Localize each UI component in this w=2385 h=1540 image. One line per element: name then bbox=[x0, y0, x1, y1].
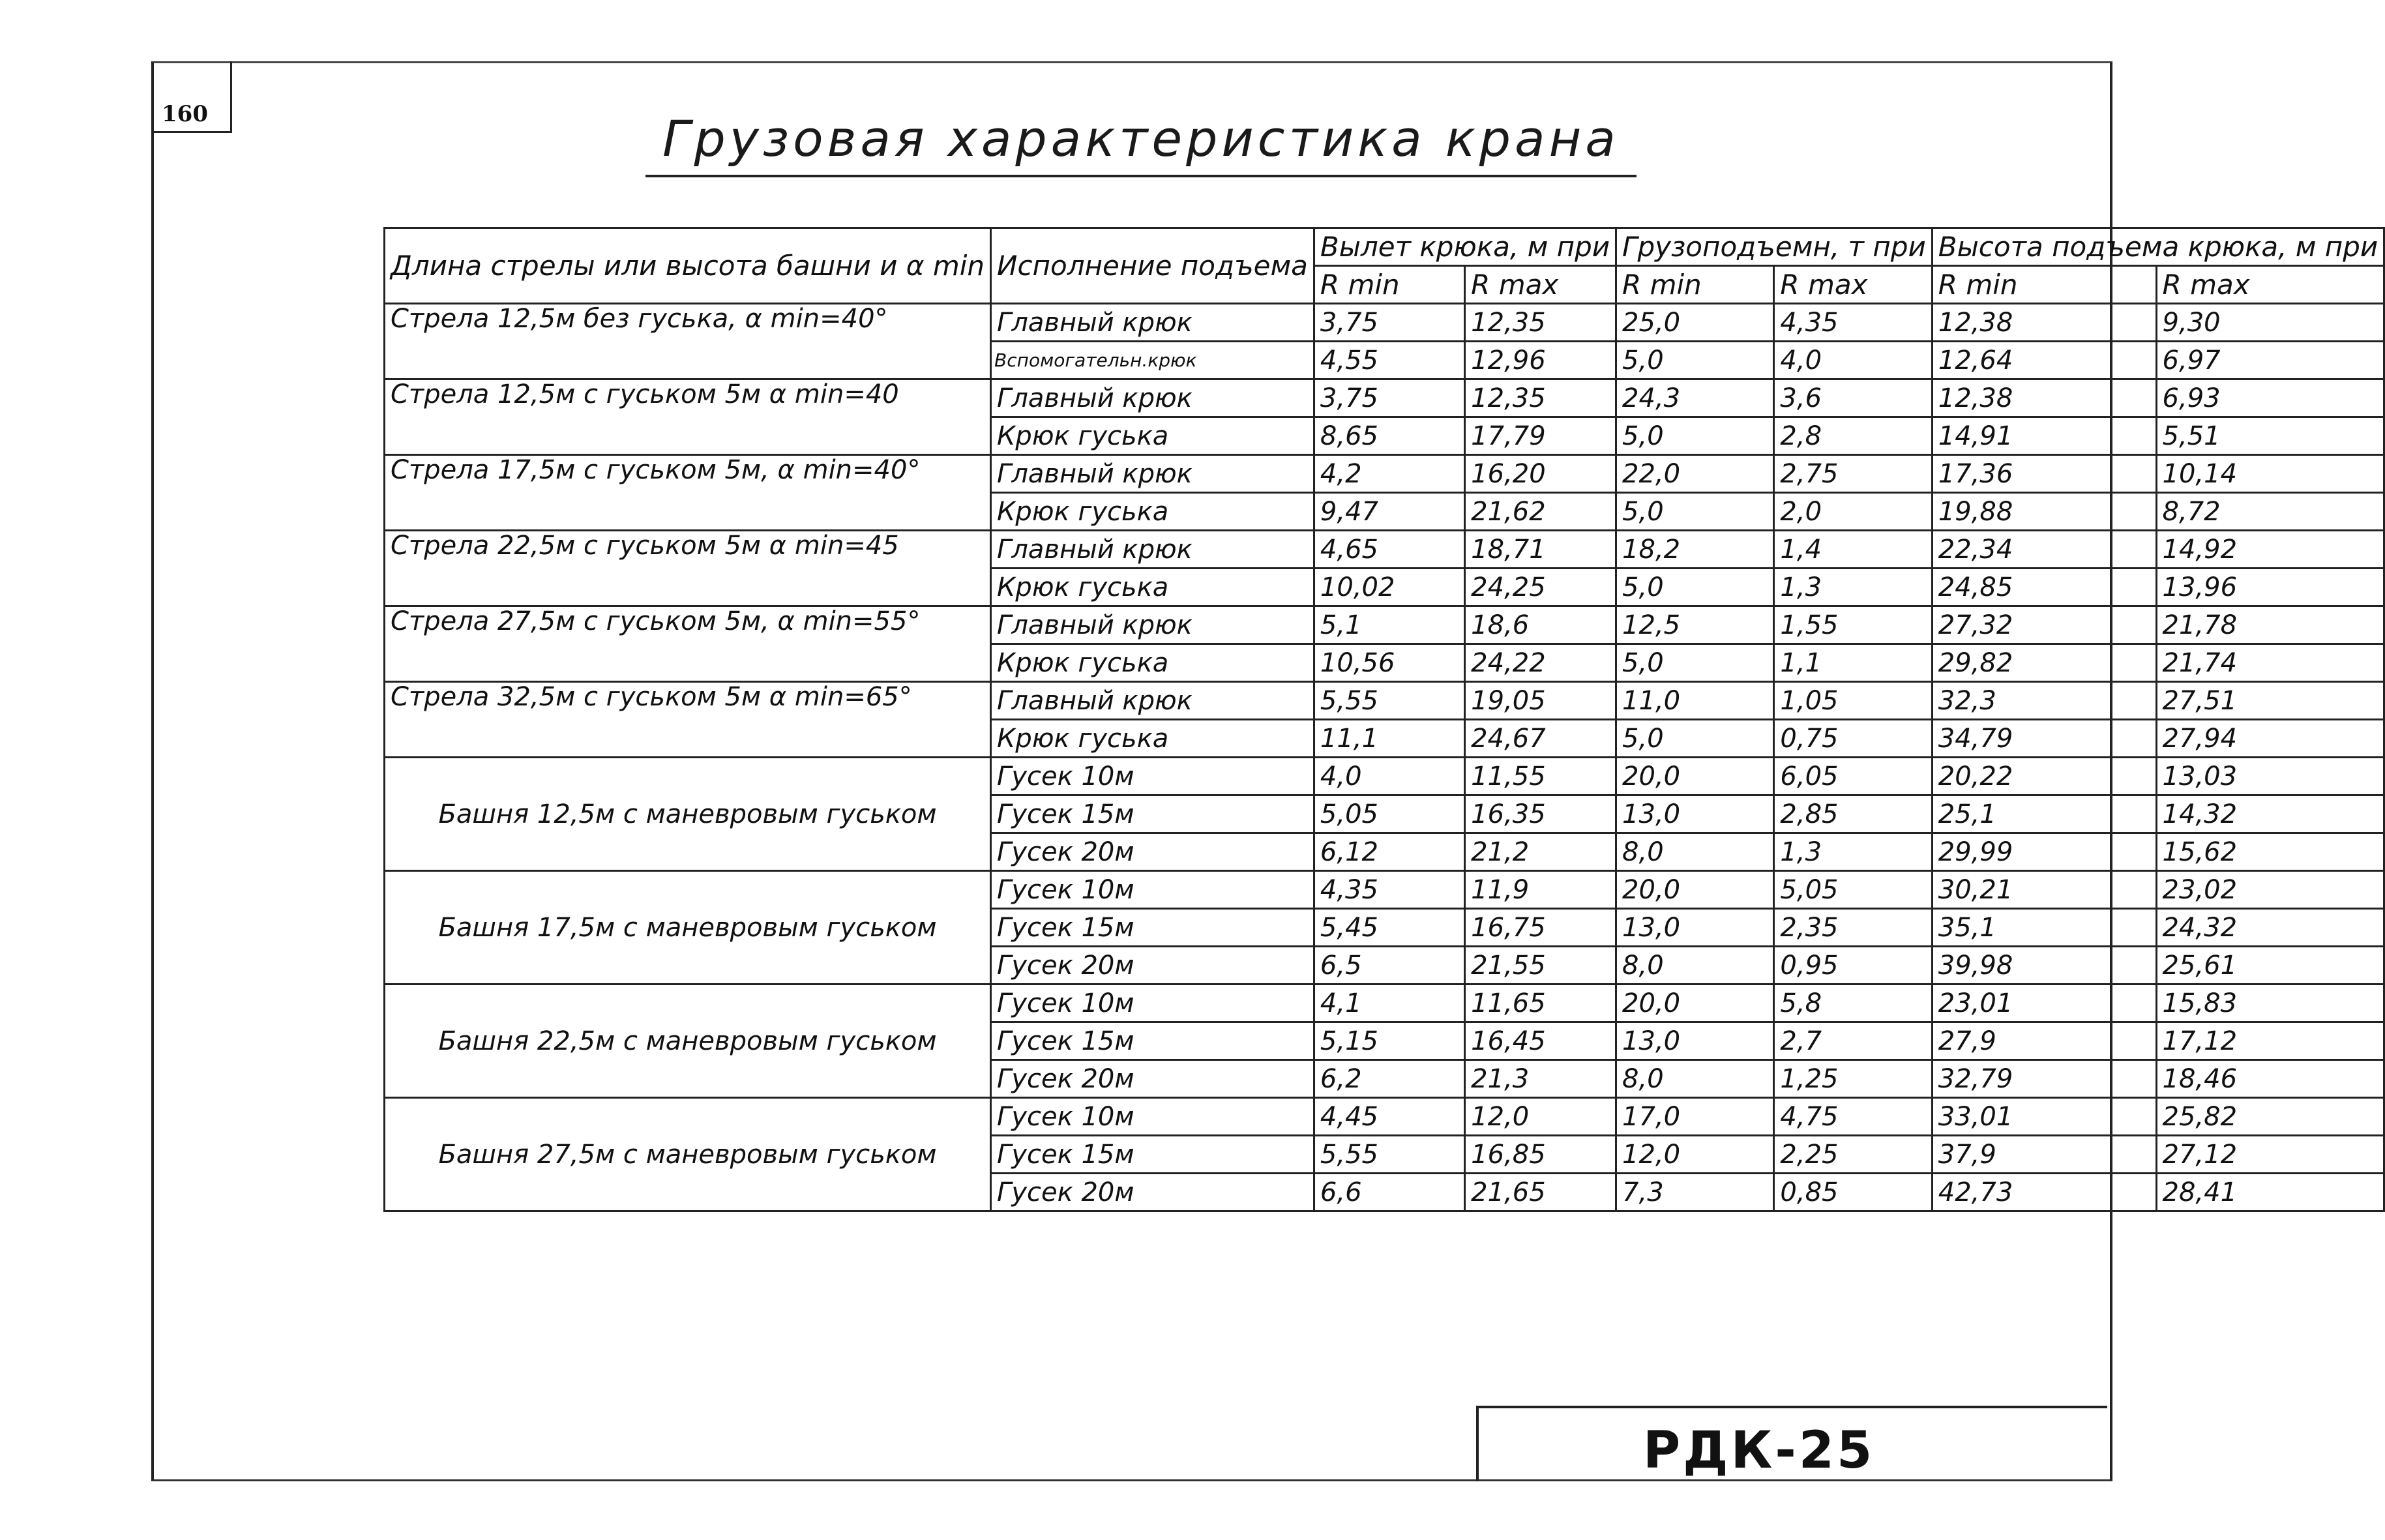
value-cell: 11,55 bbox=[1465, 758, 1616, 795]
boom-config-cell: Башня 27,5м с маневровым гуськом bbox=[385, 1098, 991, 1211]
value-cell: 22,0 bbox=[1616, 455, 1774, 493]
execution-cell: Гусек 15м bbox=[991, 1136, 1314, 1174]
value-cell: 19,88 bbox=[1932, 493, 2156, 531]
value-cell: 37,9 bbox=[1932, 1136, 2156, 1174]
value-cell: 2,35 bbox=[1774, 909, 1932, 947]
value-cell: 5,0 bbox=[1616, 493, 1774, 531]
value-cell: 4,1 bbox=[1314, 985, 1464, 1022]
value-cell: 24,22 bbox=[1465, 644, 1616, 682]
value-cell: 35,1 bbox=[1932, 909, 2156, 947]
value-cell: 2,0 bbox=[1774, 493, 1932, 531]
value-cell: 3,6 bbox=[1774, 379, 1932, 417]
value-cell: 1,55 bbox=[1774, 606, 1932, 644]
value-cell: 27,94 bbox=[2156, 720, 2384, 758]
value-cell: 12,64 bbox=[1932, 342, 2156, 379]
value-cell: 5,51 bbox=[2156, 417, 2384, 455]
value-cell: 12,35 bbox=[1465, 379, 1616, 417]
header-boom: Длина стрелы или высота башни и α min bbox=[385, 228, 991, 304]
table-row bbox=[385, 531, 2384, 569]
execution-cell: Гусек 15м bbox=[991, 909, 1314, 947]
execution-cell: Главный крюк bbox=[991, 531, 1314, 569]
execution-cell: Главный крюк bbox=[991, 455, 1314, 493]
header-execution: Исполнение подъема bbox=[991, 228, 1314, 304]
execution-cell: Гусек 10м bbox=[991, 871, 1314, 909]
execution-cell: Гусек 20м bbox=[991, 833, 1314, 871]
value-cell: 21,78 bbox=[2156, 606, 2384, 644]
boom-config-cell: Стрела 27,5м с гуськом 5м, α min=55° bbox=[385, 606, 991, 682]
value-cell: 1,3 bbox=[1774, 833, 1932, 871]
value-cell: 32,3 bbox=[1932, 682, 2156, 720]
load-characteristics-table bbox=[383, 227, 2385, 1212]
table-row bbox=[385, 606, 2384, 644]
value-cell: 25,1 bbox=[1932, 795, 2156, 833]
value-cell: 28,41 bbox=[2156, 1174, 2384, 1211]
value-cell: 21,3 bbox=[1465, 1060, 1616, 1098]
value-cell: 6,6 bbox=[1314, 1174, 1464, 1211]
value-cell: 25,61 bbox=[2156, 947, 2384, 985]
value-cell: 3,75 bbox=[1314, 304, 1464, 342]
value-cell: 8,0 bbox=[1616, 947, 1774, 985]
value-cell: 6,93 bbox=[2156, 379, 2384, 417]
value-cell: 6,05 bbox=[1774, 758, 1932, 795]
execution-cell: Гусек 10м bbox=[991, 985, 1314, 1022]
value-cell: 5,0 bbox=[1616, 417, 1774, 455]
value-cell: 20,0 bbox=[1616, 985, 1774, 1022]
value-cell: 30,21 bbox=[1932, 871, 2156, 909]
value-cell: 16,45 bbox=[1465, 1022, 1616, 1060]
value-cell: 20,0 bbox=[1616, 758, 1774, 795]
value-cell: 4,45 bbox=[1314, 1098, 1464, 1136]
value-cell: 18,6 bbox=[1465, 606, 1616, 644]
execution-cell: Главный крюк bbox=[991, 304, 1314, 342]
page-number: 160 bbox=[151, 61, 232, 133]
value-cell: 27,51 bbox=[2156, 682, 2384, 720]
table-row bbox=[385, 682, 2384, 720]
value-cell: 27,9 bbox=[1932, 1022, 2156, 1060]
value-cell: 24,67 bbox=[1465, 720, 1616, 758]
value-cell: 8,0 bbox=[1616, 833, 1774, 871]
table-row bbox=[385, 379, 2384, 417]
value-cell: 16,35 bbox=[1465, 795, 1616, 833]
value-cell: 23,01 bbox=[1932, 985, 2156, 1022]
header-height-rmin: R min bbox=[1932, 266, 2156, 304]
value-cell: 27,32 bbox=[1932, 606, 2156, 644]
value-cell: 4,35 bbox=[1314, 871, 1464, 909]
value-cell: 11,1 bbox=[1314, 720, 1464, 758]
value-cell: 2,85 bbox=[1774, 795, 1932, 833]
value-cell: 6,97 bbox=[2156, 342, 2384, 379]
value-cell: 11,9 bbox=[1465, 871, 1616, 909]
execution-cell: Гусек 20м bbox=[991, 1174, 1314, 1211]
value-cell: 12,38 bbox=[1932, 304, 2156, 342]
value-cell: 22,34 bbox=[1932, 531, 2156, 569]
value-cell: 4,75 bbox=[1774, 1098, 1932, 1136]
value-cell: 20,22 bbox=[1932, 758, 2156, 795]
value-cell: 7,3 bbox=[1616, 1174, 1774, 1211]
value-cell: 4,0 bbox=[1774, 342, 1932, 379]
header-height-rmax: R max bbox=[2156, 266, 2384, 304]
table-row bbox=[385, 758, 2384, 795]
value-cell: 21,62 bbox=[1465, 493, 1616, 531]
value-cell: 6,12 bbox=[1314, 833, 1464, 871]
value-cell: 21,65 bbox=[1465, 1174, 1616, 1211]
value-cell: 2,7 bbox=[1774, 1022, 1932, 1060]
execution-cell: Гусек 15м bbox=[991, 795, 1314, 833]
value-cell: 25,0 bbox=[1616, 304, 1774, 342]
execution-cell: Гусек 15м bbox=[991, 1022, 1314, 1060]
value-cell: 5,55 bbox=[1314, 682, 1464, 720]
value-cell: 2,25 bbox=[1774, 1136, 1932, 1174]
value-cell: 17,12 bbox=[2156, 1022, 2384, 1060]
value-cell: 14,91 bbox=[1932, 417, 2156, 455]
value-cell: 13,0 bbox=[1616, 1022, 1774, 1060]
value-cell: 12,35 bbox=[1465, 304, 1616, 342]
value-cell: 8,65 bbox=[1314, 417, 1464, 455]
header-reach-rmax: R max bbox=[1465, 266, 1616, 304]
header-reach-rmin: R min bbox=[1314, 266, 1464, 304]
value-cell: 21,55 bbox=[1465, 947, 1616, 985]
value-cell: 5,05 bbox=[1774, 871, 1932, 909]
execution-cell: Гусек 20м bbox=[991, 1060, 1314, 1098]
execution-cell: Крюк гуська bbox=[991, 644, 1314, 682]
value-cell: 4,2 bbox=[1314, 455, 1464, 493]
table-body bbox=[385, 304, 2384, 1211]
value-cell: 33,01 bbox=[1932, 1098, 2156, 1136]
value-cell: 10,02 bbox=[1314, 569, 1464, 606]
value-cell: 23,02 bbox=[2156, 871, 2384, 909]
value-cell: 5,15 bbox=[1314, 1022, 1464, 1060]
value-cell: 10,56 bbox=[1314, 644, 1464, 682]
execution-cell: Главный крюк bbox=[991, 606, 1314, 644]
value-cell: 8,0 bbox=[1616, 1060, 1774, 1098]
boom-config-cell: Стрела 12,5м с гуськом 5м α min=40 bbox=[385, 379, 991, 455]
boom-config-cell: Стрела 12,5м без гуська, α min=40° bbox=[385, 304, 991, 379]
boom-config-cell: Стрела 32,5м с гуськом 5м α min=65° bbox=[385, 682, 991, 758]
value-cell: 29,82 bbox=[1932, 644, 2156, 682]
value-cell: 17,79 bbox=[1465, 417, 1616, 455]
value-cell: 17,36 bbox=[1932, 455, 2156, 493]
header-height: Высота подъема крюка, м при bbox=[1932, 228, 2384, 266]
value-cell: 24,85 bbox=[1932, 569, 2156, 606]
value-cell: 0,95 bbox=[1774, 947, 1932, 985]
value-cell: 12,96 bbox=[1465, 342, 1616, 379]
boom-config-cell: Башня 12,5м с маневровым гуськом bbox=[385, 758, 991, 871]
execution-cell: Крюк гуська bbox=[991, 493, 1314, 531]
value-cell: 5,0 bbox=[1616, 342, 1774, 379]
execution-cell: Гусек 10м bbox=[991, 1098, 1314, 1136]
value-cell: 4,35 bbox=[1774, 304, 1932, 342]
value-cell: 2,75 bbox=[1774, 455, 1932, 493]
value-cell: 5,0 bbox=[1616, 720, 1774, 758]
value-cell: 24,32 bbox=[2156, 909, 2384, 947]
value-cell: 1,4 bbox=[1774, 531, 1932, 569]
value-cell: 21,2 bbox=[1465, 833, 1616, 871]
value-cell: 3,75 bbox=[1314, 379, 1464, 417]
value-cell: 5,0 bbox=[1616, 569, 1774, 606]
value-cell: 16,75 bbox=[1465, 909, 1616, 947]
value-cell: 15,83 bbox=[2156, 985, 2384, 1022]
value-cell: 20,0 bbox=[1616, 871, 1774, 909]
value-cell: 12,0 bbox=[1465, 1098, 1616, 1136]
value-cell: 12,0 bbox=[1616, 1136, 1774, 1174]
document-code: РДК-25 bbox=[1643, 1421, 1875, 1480]
value-cell: 13,03 bbox=[2156, 758, 2384, 795]
value-cell: 16,85 bbox=[1465, 1136, 1616, 1174]
value-cell: 4,0 bbox=[1314, 758, 1464, 795]
value-cell: 17,0 bbox=[1616, 1098, 1774, 1136]
execution-cell: Крюк гуська bbox=[991, 569, 1314, 606]
table-row bbox=[385, 1098, 2384, 1136]
value-cell: 4,55 bbox=[1314, 342, 1464, 379]
value-cell: 11,65 bbox=[1465, 985, 1616, 1022]
value-cell: 9,47 bbox=[1314, 493, 1464, 531]
value-cell: 24,3 bbox=[1616, 379, 1774, 417]
value-cell: 5,0 bbox=[1616, 644, 1774, 682]
value-cell: 0,75 bbox=[1774, 720, 1932, 758]
execution-cell: Вспомогательн.крюк bbox=[991, 342, 1314, 379]
value-cell: 14,92 bbox=[2156, 531, 2384, 569]
table-row bbox=[385, 871, 2384, 909]
value-cell: 29,99 bbox=[1932, 833, 2156, 871]
value-cell: 13,96 bbox=[2156, 569, 2384, 606]
value-cell: 9,30 bbox=[2156, 304, 2384, 342]
value-cell: 18,46 bbox=[2156, 1060, 2384, 1098]
value-cell: 5,05 bbox=[1314, 795, 1464, 833]
execution-cell: Гусек 20м bbox=[991, 947, 1314, 985]
value-cell: 18,2 bbox=[1616, 531, 1774, 569]
value-cell: 12,38 bbox=[1932, 379, 2156, 417]
boom-config-cell: Стрела 22,5м с гуськом 5м α min=45 bbox=[385, 531, 991, 606]
table-row bbox=[385, 455, 2384, 493]
value-cell: 6,5 bbox=[1314, 947, 1464, 985]
boom-config-cell: Башня 22,5м с маневровым гуськом bbox=[385, 985, 991, 1098]
page-title: Грузовая характеристика крана bbox=[645, 110, 1637, 177]
execution-cell: Гусек 10м bbox=[991, 758, 1314, 795]
value-cell: 21,74 bbox=[2156, 644, 2384, 682]
header-capacity-rmin: R min bbox=[1616, 266, 1774, 304]
value-cell: 42,73 bbox=[1932, 1174, 2156, 1211]
value-cell: 39,98 bbox=[1932, 947, 2156, 985]
value-cell: 18,71 bbox=[1465, 531, 1616, 569]
value-cell: 1,1 bbox=[1774, 644, 1932, 682]
value-cell: 19,05 bbox=[1465, 682, 1616, 720]
execution-cell: Главный крюк bbox=[991, 379, 1314, 417]
value-cell: 5,8 bbox=[1774, 985, 1932, 1022]
value-cell: 0,85 bbox=[1774, 1174, 1932, 1211]
value-cell: 10,14 bbox=[2156, 455, 2384, 493]
value-cell: 1,05 bbox=[1774, 682, 1932, 720]
value-cell: 13,0 bbox=[1616, 795, 1774, 833]
value-cell: 5,55 bbox=[1314, 1136, 1464, 1174]
header-reach: Вылет крюка, м при bbox=[1314, 228, 1616, 266]
value-cell: 34,79 bbox=[1932, 720, 2156, 758]
value-cell: 1,25 bbox=[1774, 1060, 1932, 1098]
table-row bbox=[385, 304, 2384, 342]
boom-config-cell: Стрела 17,5м с гуськом 5м, α min=40° bbox=[385, 455, 991, 531]
value-cell: 25,82 bbox=[2156, 1098, 2384, 1136]
value-cell: 12,5 bbox=[1616, 606, 1774, 644]
value-cell: 24,25 bbox=[1465, 569, 1616, 606]
boom-config-cell: Башня 17,5м с маневровым гуськом bbox=[385, 871, 991, 985]
value-cell: 14,32 bbox=[2156, 795, 2384, 833]
value-cell: 2,8 bbox=[1774, 417, 1932, 455]
header-capacity: Грузоподъемн, т при bbox=[1616, 228, 1933, 266]
value-cell: 5,45 bbox=[1314, 909, 1464, 947]
value-cell: 27,12 bbox=[2156, 1136, 2384, 1174]
execution-cell: Главный крюк bbox=[991, 682, 1314, 720]
value-cell: 8,72 bbox=[2156, 493, 2384, 531]
value-cell: 5,1 bbox=[1314, 606, 1464, 644]
header-capacity-rmax: R max bbox=[1774, 266, 1932, 304]
value-cell: 4,65 bbox=[1314, 531, 1464, 569]
value-cell: 1,3 bbox=[1774, 569, 1932, 606]
value-cell: 13,0 bbox=[1616, 909, 1774, 947]
execution-cell: Крюк гуська bbox=[991, 720, 1314, 758]
value-cell: 15,62 bbox=[2156, 833, 2384, 871]
value-cell: 11,0 bbox=[1616, 682, 1774, 720]
value-cell: 16,20 bbox=[1465, 455, 1616, 493]
value-cell: 6,2 bbox=[1314, 1060, 1464, 1098]
execution-cell: Крюк гуська bbox=[991, 417, 1314, 455]
value-cell: 32,79 bbox=[1932, 1060, 2156, 1098]
table-row bbox=[385, 985, 2384, 1022]
